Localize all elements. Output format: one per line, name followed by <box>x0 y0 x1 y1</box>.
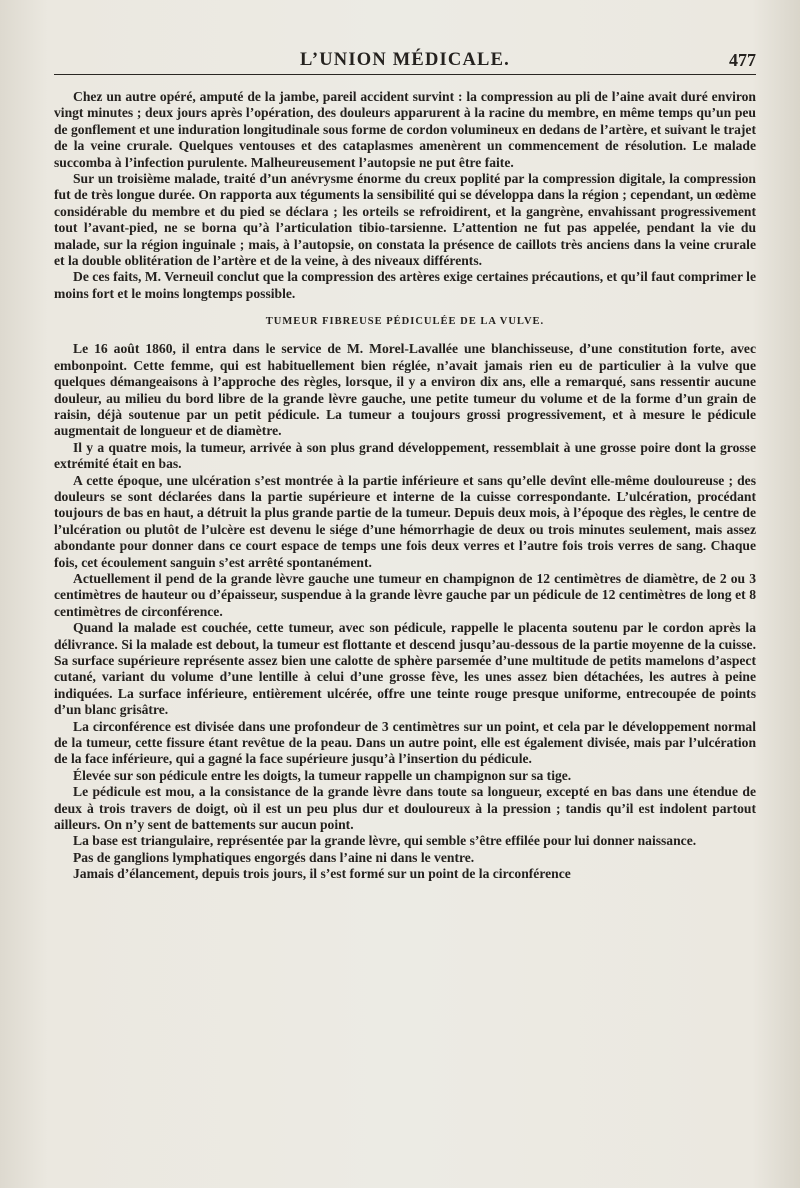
paragraph: Quand la malade est couchée, cette tumeur, avec son pédicule, rappelle le placenta soutenu par le cordon après la délivrance. Si la malade est debout, la tumeur est flottante et descend jusqu’au-dessous de la partie moyenne de la cuisse. Sa surface supérieure représente assez bien une calotte de sphère parsemée d’une multitude de petits mamelons d’aspect cutané, variant du volume d’une lentille à celui d’une grosse fève, les unes assez bien détachées, les autres à peine indiquées. La surface inférieure, entièrement ulcérée, offre une teinte rouge presque uniforme, entrecoupée de points d’un blanc grisâtre. <box>54 620 756 718</box>
paragraph: De ces faits, M. Verneuil conclut que la compression des artères exige certaines précautions, et qu’il faut comprimer le moins fort et le moins longtemps possible. <box>54 269 756 301</box>
paragraph: Sur un troisième malade, traité d’un anévrysme énorme du creux poplité par la compression digitale, la compression fut de très longue durée. On rapporta aux téguments la sensibilité qui se développa dans la région ; cependant, un œdème considérable du membre et du pied se déclara ; les orteils se refroidirent, et la gangrène, envahissant progressivement tout l’avant-pied, ne se borna qu’à l’articulation tibio-tarsienne. L’attention ne fut pas appelée, pendant la vie du malade, sur la région inguinale ; mais, à l’autopsie, on constata la présence de caillots très anciens dans la veine crurale et la double oblitération de l’artère et de la veine, à des niveaux différents. <box>54 171 756 269</box>
paragraph: A cette époque, une ulcération s’est montrée à la partie inférieure et sans qu’elle devînt elle-même douloureuse ; des douleurs se sont déclarées dans la partie supérieure et interne de la cuisse correspondante. L’ulcération, procédant toujours de bas en haut, a détruit la plus grande partie de la tumeur. Depuis deux mois, à l’époque des règles, le centre de l’ulcération ou plutôt de l’ulcère est devenu le siége d’une hémorrhagie de deux ou trois minutes seulement, mais assez abondante pour donner dans ce court espace de temps une fois deux verres et l’autre fois trois verres de sang. Chaque fois, cet écoulement sanguin s’est arrêté spontanément. <box>54 472 756 570</box>
paragraph: Actuellement il pend de la grande lèvre gauche une tumeur en champignon de 12 centimètres de diamètre, de 2 ou 3 centimètres de hauteur ou d’épaisseur, suspendue à la grande lèvre gauche par un pédicule de 12 centimètres de long et 8 centimètres de circonférence. <box>54 570 756 619</box>
paragraph: La circonférence est divisée dans une profondeur de 3 centimètres sur un point, et cela par le développement normal de la tumeur, cette fissure étant revêtue de la peau. Dans un autre point, elle est également divisée, mais par l’ulcération de la face inférieure, qui a gagné la face supérieure jusqu’à l’insertion du pédicule. <box>54 718 756 767</box>
paragraph: Le 16 août 1860, il entra dans le service de M. Morel-Lavallée une blanchisseuse, d’une constitution forte, avec embonpoint. Cette femme, qui est habituellement bien réglée, n’avait jamais rien eu de particulier à la vulve que quelques démangeaisons à l’approche des règles, lorsque, il y a environ dix ans, elle a remarqué, sans ressentir aucune douleur, au milieu du bord libre de la grande lèvre gauche, une petite tumeur du volume et de la forme d’un grain de raisin, déjà soutenue par un petit pédicule. La tumeur a toujours grossi progressivement, et à mesure le pédicule augmentait de longueur et de diamètre. <box>54 341 756 439</box>
running-head <box>54 50 756 75</box>
paragraph: Il y a quatre mois, la tumeur, arrivée à son plus grand développement, ressemblait à une grosse poire dont la grosse extrémité était en bas. <box>54 439 756 472</box>
paragraph: Le pédicule est mou, a la consistance de la grande lèvre dans toute sa longueur, excepté en bas dans une étendue de deux à trois travers de doigt, où il est un peu plus dur et douloureux à la pression ; tandis qu’il est indolent partout ailleurs. On n’y sent de battements sur aucun point. <box>54 784 756 833</box>
running-title: L’UNION MÉDICALE. <box>300 50 510 70</box>
paragraph: Élevée sur son pédicule entre les doigts, la tumeur rappelle un champignon sur sa tige. <box>73 767 572 783</box>
paragraph: Pas de ganglions lymphatiques engorgés dans l’aine ni dans le ventre. <box>73 849 475 865</box>
section-heading: TUMEUR FIBREUSE PÉDICULÉE DE LA VULVE. <box>265 316 545 328</box>
paragraph: Jamais d’élancement, depuis trois jours, il s’est formé sur un point de la circonférence <box>73 866 571 882</box>
paragraph: Chez un autre opéré, amputé de la jambe, pareil accident survint : la compression au pli de l’aine avait duré environ vingt minutes ; deux jours après l’opération, des douleurs apparurent à la racine du membre, en même temps qu’un peu de gonflement et une induration longitudinale sous forme de cordon volumineux en dedans de l’artère, et suivant le trajet de la veine crurale. Quelques ventouses et des cataplasmes amenèrent un commencement de résolution. Le malade succomba à l’infection purulente. Malheureusement l’autopsie ne put être faite. <box>54 89 756 170</box>
paragraph: La base est triangulaire, représentée par la grande lèvre, qui semble s’être effilée pour lui donner naissance. <box>73 833 697 849</box>
page-number: 477 <box>729 50 756 70</box>
article-body <box>54 89 756 883</box>
